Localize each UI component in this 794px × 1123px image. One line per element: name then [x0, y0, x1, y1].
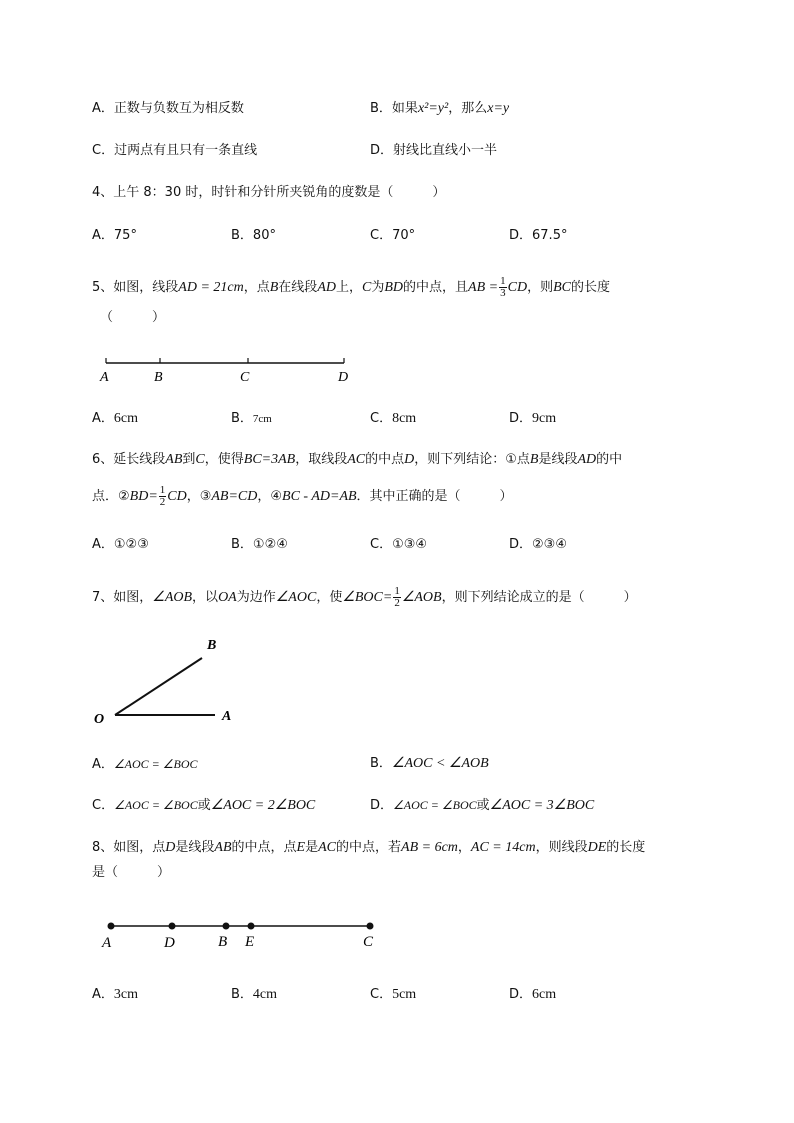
- q6-option-c: C．①③④: [370, 537, 428, 552]
- q3-option-c: C．过两点有且只有一条直线: [92, 143, 258, 158]
- q4-stem: 4、上午 8：30 时，时针和分针所夹锐角的度数是（ ）: [92, 185, 446, 200]
- q7-option-b: B．∠AOC < ∠AOB: [370, 756, 489, 771]
- q5-option-d: D．9cm: [509, 411, 557, 426]
- q4-option-d: D．67.5°: [509, 228, 568, 243]
- label-e: E: [245, 934, 255, 950]
- q5-segment-figure: [100, 355, 360, 385]
- q4-option-c: C．70°: [370, 228, 416, 243]
- ray-ob: [115, 658, 202, 715]
- label-c: C: [240, 370, 250, 385]
- point-b: [223, 923, 230, 930]
- label-a: A: [102, 935, 112, 951]
- q7-stem: 7、如图，∠AOB，以OA为边作∠AOC，使∠BOC= $\frac{1}{2}$ ∠AOB，则下列结论成立的是（ ）: [92, 585, 637, 609]
- label-c: C: [363, 934, 374, 950]
- q8-option-a: A．3cm: [92, 987, 139, 1002]
- q8-option-d: D．6cm: [509, 987, 557, 1002]
- q5-option-a: A．6cm: [92, 411, 139, 426]
- fraction: $\frac{1}{3}$: [500, 275, 506, 299]
- q8-stem-line2: 是（ ）: [92, 865, 171, 880]
- point-a: [108, 923, 115, 930]
- q4-option-a: A．75°: [92, 228, 137, 243]
- q5-paren: （ ）: [100, 310, 166, 325]
- label-d: D: [164, 935, 175, 951]
- q6-option-a: A．①②③: [92, 537, 149, 552]
- q3-option-a: A．正数与负数互为相反数: [92, 101, 244, 116]
- q5-option-b: B．7cm: [231, 411, 272, 426]
- q6-stem-line1: 6、延长线段AB到C，使得BC=3AB，取线段AC的中点D，则下列结论：①点B是线段AD的中: [92, 452, 623, 467]
- fraction: $\frac{1}{2}$: [394, 585, 400, 609]
- q8-stem-line1: 8、如图，点D是线段AB的中点，点E是AC的中点，若AB = 6cm，AC = 14cm，则线段DE的长度: [92, 840, 646, 855]
- q8-segment-figure: [100, 918, 390, 958]
- label-a: A: [100, 370, 109, 385]
- q4-option-b: B．80°: [231, 228, 276, 243]
- q5-option-c: C．8cm: [370, 411, 417, 426]
- label-b: B: [207, 638, 217, 653]
- label-d: D: [338, 370, 349, 385]
- point-c: [367, 923, 374, 930]
- q7-option-a: A．∠AOC = ∠BOC: [92, 757, 198, 772]
- q7-option-c: C．∠AOC = ∠BOC或∠AOC = 2∠BOC: [92, 798, 316, 813]
- q8-option-c: C．5cm: [370, 987, 417, 1002]
- label-b: B: [154, 370, 163, 385]
- q5-stem: 5、如图，线段AD = 21cm，点B在线段AD上，C为BD的中点，且AB = $\frac{1}{3}$ CD，则BC的长度: [92, 275, 610, 299]
- q6-option-d: D．②③④: [509, 537, 567, 552]
- q8-option-b: B．4cm: [231, 987, 278, 1002]
- fraction: $\frac{1}{2}$: [159, 484, 166, 508]
- point-d: [169, 923, 176, 930]
- q3-option-b: B．如果x²=y²，那么x=y: [370, 101, 510, 116]
- q3-option-d: D．射线比直线小一半: [370, 143, 498, 158]
- point-e: [248, 923, 255, 930]
- q6-stem-line2: 点．②BD= $\frac{1}{2}$ CD，③AB=CD，④BC - AD=AB．其中正确的是（ ）: [92, 484, 513, 508]
- q7-option-d: D．∠AOC = ∠BOC或∠AOC = 3∠BOC: [370, 798, 595, 813]
- q6-option-b: B．①②④: [231, 537, 288, 552]
- q7-angle-figure: [90, 630, 250, 730]
- label-o: O: [94, 712, 105, 727]
- label-b: B: [218, 934, 228, 950]
- label-a: A: [222, 709, 232, 724]
